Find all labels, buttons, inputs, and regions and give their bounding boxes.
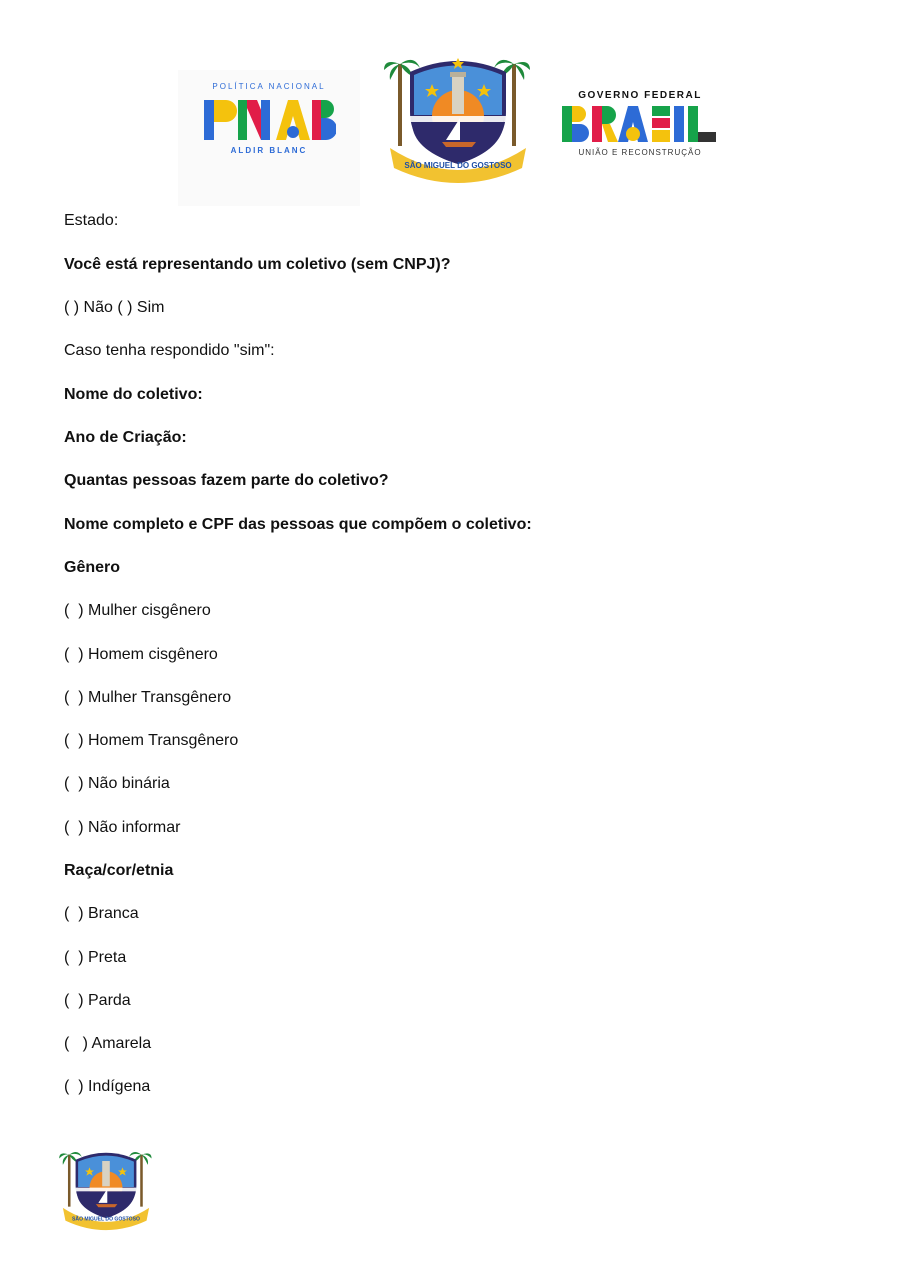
pnab-word-icon: [204, 96, 336, 142]
quantas-pessoas-label: Quantas pessoas fazem parte do coletivo?: [64, 472, 389, 489]
gov-top-text: GOVERNO FEDERAL: [578, 90, 702, 101]
genero-title: Gênero: [64, 559, 121, 576]
raca-option: ( ) Parda: [64, 992, 131, 1009]
genero-option: ( ) Mulher cisgênero: [64, 602, 211, 619]
estado-label: Estado:: [64, 212, 119, 229]
brasil-logo: [560, 84, 720, 164]
crest-logo-footer-icon: [50, 1142, 162, 1232]
crest-logo-icon: [384, 44, 532, 186]
raca-option: ( ) Preta: [64, 949, 127, 966]
genero-option: ( ) Não binária: [64, 775, 170, 792]
raca-option: ( ) Amarela: [64, 1035, 152, 1052]
genero-option: ( ) Homem cisgênero: [64, 646, 218, 663]
header-logos: [0, 40, 900, 180]
raca-option: ( ) Indígena: [64, 1078, 151, 1095]
genero-option: ( ) Homem Transgênero: [64, 732, 239, 749]
nome-cpf-label: Nome completo e CPF das pessoas que compõem o coletivo:: [64, 516, 532, 533]
ano-criacao-label: Ano de Criação:: [64, 429, 187, 446]
pnab-top-text: POLÍTICA NACIONAL: [212, 82, 326, 91]
pnab-bottom-text: ALDIR BLANC: [230, 146, 308, 155]
nome-coletivo-label: Nome do coletivo:: [64, 386, 203, 403]
coletivo-question: Você está representando um coletivo (sem CNPJ)?: [64, 256, 451, 273]
genero-option: ( ) Não informar: [64, 819, 181, 836]
pnab-logo: [178, 70, 360, 206]
caso-sim-text: Caso tenha respondido "sim":: [64, 342, 275, 359]
crest-footer-ribbon-text: SÃO MIGUEL DO GOSTOSO: [72, 1216, 140, 1223]
raca-option: ( ) Branca: [64, 905, 139, 922]
coletivo-options: ( ) Não ( ) Sim: [64, 299, 165, 316]
raca-title: Raça/cor/etnia: [64, 862, 174, 879]
gov-bottom-text: UNIÃO E RECONSTRUÇÃO: [578, 148, 702, 157]
genero-option: ( ) Mulher Transgênero: [64, 689, 232, 706]
crest-ribbon-text: SÃO MIGUEL DO GOSTOSO: [404, 161, 512, 170]
brasil-word-icon: [560, 104, 720, 144]
